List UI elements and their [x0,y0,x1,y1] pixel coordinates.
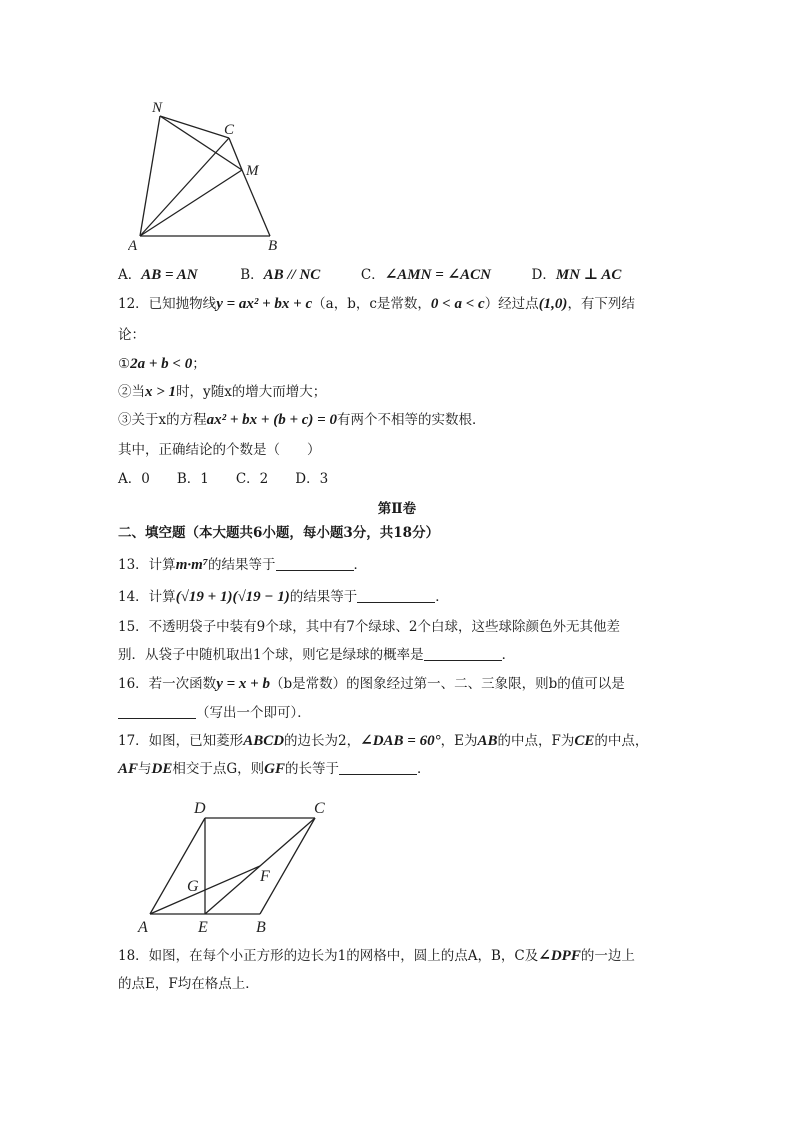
q12-s2-b: 时，y随x的增大而增大； [176,384,327,400]
segment-DA [150,818,205,914]
q11-option-a-label: A． [118,267,142,283]
q14 [118,588,449,606]
q12-parabola: y = ax² + bx + c [216,296,313,312]
q11-option-a: AB = AN [141,267,198,283]
q17-abcd: ABCD [243,733,285,749]
q11-options [118,266,621,284]
q12-condition: 0 < a < c [430,296,485,312]
q15-line-2 [118,646,515,664]
label-B: B [268,238,278,254]
q13-expr: m·m⁷ [175,557,208,573]
q14-a: 14．计算 [118,589,176,605]
q12-s3-b: 有两个不相等的实数根． [336,412,486,428]
q12-tail: ，有下列结 [567,296,635,312]
label-B: B [256,919,266,936]
q12-line-2: 论： [118,327,145,343]
q17-angle: ∠DAB = 60° [360,733,441,749]
q17-d: 的中点，F为 [497,733,575,749]
q11-option-b-label: B． [240,267,264,283]
q17-gf: GF [264,761,285,777]
q14-answer-blank[interactable] [357,588,435,603]
label-D: D [194,800,206,817]
q12-s3-a: ③关于x的方程 [118,412,207,428]
q13-end: ． [353,557,367,573]
q18-a: 18．如图，在每个小正方形的边长为1的网格中，圆上的点A，B，C及 [118,948,539,964]
q16-text: （写出一个即可）． [196,705,311,721]
q12-after: ）经过点 [484,296,539,312]
q17-ab: AB [477,733,498,749]
q17-af: AF [118,761,139,777]
label-M: M [246,163,259,179]
q16-line-2 [118,704,311,722]
q17-b: 的边长为2， [284,733,361,749]
q12-question: 其中，正确结论的个数是（ ） [118,442,321,458]
q12-options: A．0 B．1 C．2 D．3 [118,471,329,487]
q15-line-1: 15．不透明袋子中装有9个球，其中有7个绿球、2个白球，这些球除颜色外无其他差 [118,619,620,635]
q17-c: ，E为 [440,733,478,749]
q11-option-b: AB // NC [263,267,321,283]
q17-de: DE [151,761,173,777]
segment-NC [160,116,229,138]
label-F: F [260,868,270,885]
label-G: G [187,878,199,895]
q14-end: ． [435,589,449,605]
q12-s2-a: ②当 [118,384,145,400]
q16-expr: y = x + b [216,676,270,692]
q12-s1-end: ； [192,356,206,372]
segment-MB [242,170,270,236]
volume-title: 第Ⅱ卷 [377,501,417,517]
segment-BC [260,818,315,914]
q15-text: 别．从袋子中随机取出1个球，则它是绿球的概率是 [118,647,424,663]
q12-paren: （a，b，c是常数， [312,296,431,312]
q13 [118,556,367,574]
label-A: A [128,238,138,254]
q13-b: 的结果等于 [208,557,276,573]
q16-answer-blank[interactable] [118,704,196,719]
q18-b: 的一边上 [580,948,635,964]
q16-a: 16．若一次函数 [118,676,217,692]
figure-q11 [128,98,298,256]
q12-line-1 [118,295,635,313]
q15-answer-blank[interactable] [424,646,502,661]
q12-statement-2 [118,383,326,401]
q17-end: ． [417,761,431,777]
q17-h: 的长等于 [285,761,339,777]
q14-expr: (√19 + 1)(√19 − 1) [175,589,290,605]
q18-angle: ∠DPF [538,948,581,964]
q11-option-d-label: D． [531,267,556,283]
figure-q17 [132,796,342,936]
q13-a: 13．计算 [118,557,176,573]
label-E: E [198,919,208,936]
label-C: C [314,800,325,817]
q12-statement-1 [118,355,206,373]
q12-intro: 12．已知抛物线 [118,296,217,312]
q12-statement-3 [118,411,485,429]
q17-e: 的中点， [594,733,649,749]
q16-line-1 [118,675,625,693]
q16-b: （b是常数）的图象经过第一、二、三象限，则b的值可以是 [269,676,625,692]
q12-point: (1,0) [538,296,568,312]
q17-line-2 [118,760,431,778]
q17-f: 与 [138,761,152,777]
q11-option-c-label: C． [360,267,385,283]
label-N: N [152,100,163,116]
q17-line-1 [118,732,648,750]
q11-option-d: MN ⊥ AC [555,267,622,283]
q12-s3-expr: ax² + bx + (b + c) = 0 [206,412,337,428]
q12-s1-expr: 2a + b < 0 [130,356,193,372]
section-heading: 二、填空题（本大题共6小题，每小题3分，共18分） [118,525,440,541]
q18-line-2: 的点E，F均在格点上． [118,976,259,992]
q17-answer-blank[interactable] [339,760,417,775]
q17-g: 相交于点G，则 [172,761,265,777]
q11-option-c: ∠AMN = ∠ACN [384,267,491,283]
q18-line-1 [118,947,635,965]
label-A: A [138,919,148,936]
q14-b: 的结果等于 [289,589,358,605]
q12-s2-expr: x > 1 [145,384,177,400]
q15-end: ． [501,647,516,663]
q17-ce: CE [574,733,595,749]
q12-s1-num: ① [118,356,131,372]
q17-a: 17．如图，已知菱形 [118,733,244,749]
label-C: C [224,122,235,138]
q13-answer-blank[interactable] [276,556,354,571]
